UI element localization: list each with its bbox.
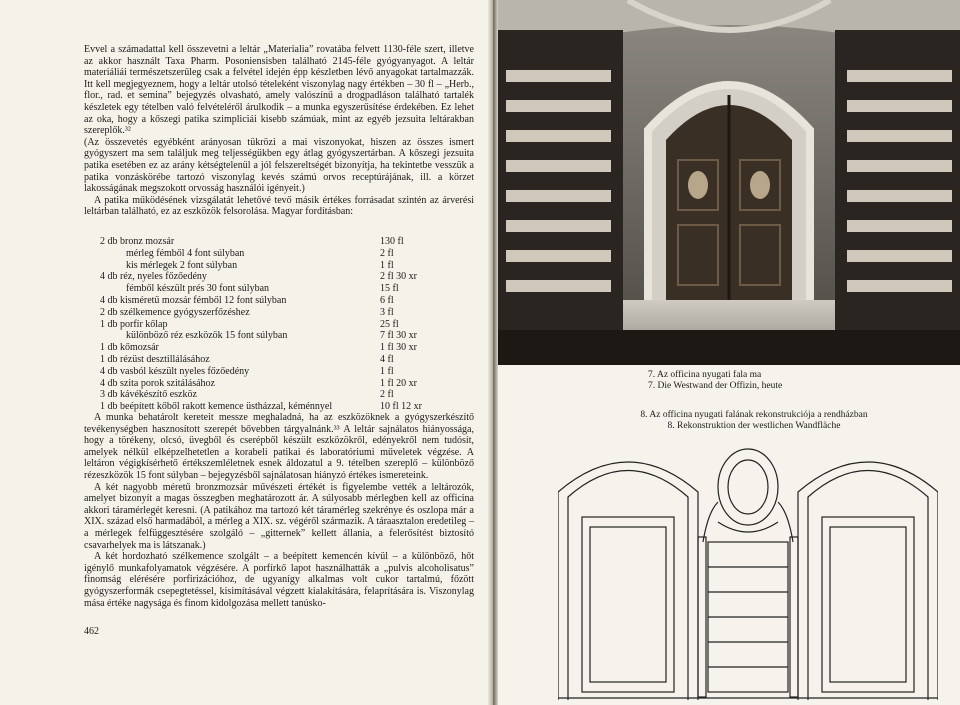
paragraph: A két nagyobb méretű bronzmozsár művészeti értékét is figyelembe vették a leltározók, amelyet bizonyít a magas összegben meghatározott ár. A súlyosabb mérlegben kell az officina akkori táramérlegét keresni. (A patikához ma tartozó két táramérleg szekrénye és oszlopa már a XIX. század első harmadából, a mérleg a XIX. sz. végéről származik. A táraasztalon eredetileg – a mérlegek felfüggesztésére szolgáló – „gitternek” kellett állania, a felerősítést biztosító csavarhelyek ma is látszanak.) [84,481,474,551]
inventory-row: fémből készült prés 30 font súlyban 15 fl [126,283,399,295]
inventory-row: 4 db kisméretű mozsár fémből 12 font súlyban 6 fl [100,294,394,306]
caption-german: 8. Rekonstruktion der westlichen Wandfläche [667,421,841,431]
inventory-row: 1 db porfír kőlap 25 fl [100,318,399,330]
inventory-row: 2 db bronz mozsár 130 fl [100,236,404,247]
inventory-row: 2 db szélkemence gyógyszerfőzéshez 3 fl [100,306,394,318]
inventory-row: 4 db vasból készült nyeles főzőedény 1 fl [100,365,394,377]
inventory-row: 1 db kőmozsár 1 fl 30 xr [100,342,417,354]
paragraph: A patika működésének vizsgálatát lehetővé tevő másik értékes forrásadat szintén az árverési leltárban található, ez az eszközök felsorolása. Magyar fordításban: [84,194,474,218]
inventory-row: 1 db rézüst desztillálásához 4 fl [100,353,394,365]
inventory-row: 3 db kávékészítő eszköz 2 fl [100,389,394,401]
inventory-list [100,236,460,413]
text-block-top [84,44,474,218]
paragraph: A két hordozható szélkemence szolgált – a beépített kemencén kívül – a különböző, hőt igénylő munkafolyamatok végzésére. A porfírkő lapot használhatták a „pulvis alcoholisatus” finomság elérésére porfirizációhoz, de ugyanígy alkalmas volt cukor tartalmú, főzött gyógyszerformák csepegtetéssel, kisimításával végzett kialakítására, felaprítására is. Viszonylag mása értéke nagysága és finom kidolgozása mellett tanúsko- [84,551,474,609]
photo-caption [648,370,782,392]
officina-photo [498,0,960,365]
inventory-row: 4 db réz, nyeles főzőedény 2 fl 30 xr [100,271,417,283]
drawing-caption [594,410,914,432]
inventory-row: mérleg fémből 4 font súlyban 2 fl [126,247,394,259]
paragraph: (Az összevetés egyébként arányosan tükrözi a mai viszonyokat, hiszen az összes ismert gyógyszert ma sem találjuk meg teljességükben egy átlag gyógyszertárban. A kőszegi jezsuita patika esetében ez az arány kétségtelenül a jól felszereltségét bizonyítja, ha tekintetbe vesszük a patika vonzáskörébe tartozó viszonylag kevés számú orvos receptúrájának, ill. a körzet lakosságának megszokott orvosság használói igényeit.) [84,136,474,195]
inventory-row: 4 db szita porok szitálásához 1 fl 20 xr [100,377,417,389]
inventory-row: 1 db beépített kőből rakott kemence üstházzal, kéménnyel 10 fl 12 xr [100,401,422,413]
caption-german: 7. Die Westwand der Offizin, heute [648,381,783,391]
text-block-bottom [84,412,474,609]
inventory-row: kis mérlegek 2 font súlyban 1 fl [126,259,394,271]
paragraph: A munka behatárolt kereteit messze meghaladná, ha az eszközöknek a gyógyszerkészítő tevékenységben hasznosított szerepét bővebben tárgyalnánk.³³ A leltár sajnálatos hiányossága, hogy a törékeny, olcsó, üvegből és cserépből készült eszközökről, edényekről nem tudósít, amelyek nélkül elképzelhetetlen a korabeli patikai és laboratóriumi műveletek végzése. A leltáron végigkísérhető értékszemléletnek esnek áldozatul a 9. tételben szereplő – különböző rézeszközök 15 font súlyban – bejegyzésből sajnálatosan hiányzó értékes ismereteink. [84,412,474,481]
page-number: 462 [84,626,99,637]
right-page [498,0,960,705]
caption-hungarian: 7. Az officina nyugati fala ma [648,370,762,380]
paragraph: Evvel a számadattal kell összevetni a leltár „Materialia” rovatába felvett 1130-féle szert, illetve az akkor használt Taxa Pharm. Posoniensisben található 2145-féle gyógyanyagot. A leltár materiáliái természetszerűleg csak a felvétel idején épp készletben lévő anyagokat tartalmazzák. Itt kell megjegyeznem, hogy a leltár utolsó tételeként viszonylag nagy értékben – 30 fl – „Herb., flor., rad. et semina” bejegyzés olvasható, amely valószínű a drogpadláson található tartalék készletek egy tételben való felvételéről árulkodik – a munka egyszerűsítése érdekében. Ez lehet az oka, hogy a kőszegi patika szimpliciái kisebb számúak, mint az egyéb jezsuita leltárakban szereplők.³² [84,44,474,137]
book-gutter [488,0,498,705]
caption-hungarian: 8. Az officina nyugati falának rekonstrukciója a rendházban [640,410,868,420]
officina-photo-image [498,0,960,365]
wall-reconstruction-drawing [558,432,938,700]
inventory-row: különböző réz eszközök 15 font súlyban 7 fl 30 xr [126,330,417,342]
reconstruction-drawing-image [558,432,938,700]
